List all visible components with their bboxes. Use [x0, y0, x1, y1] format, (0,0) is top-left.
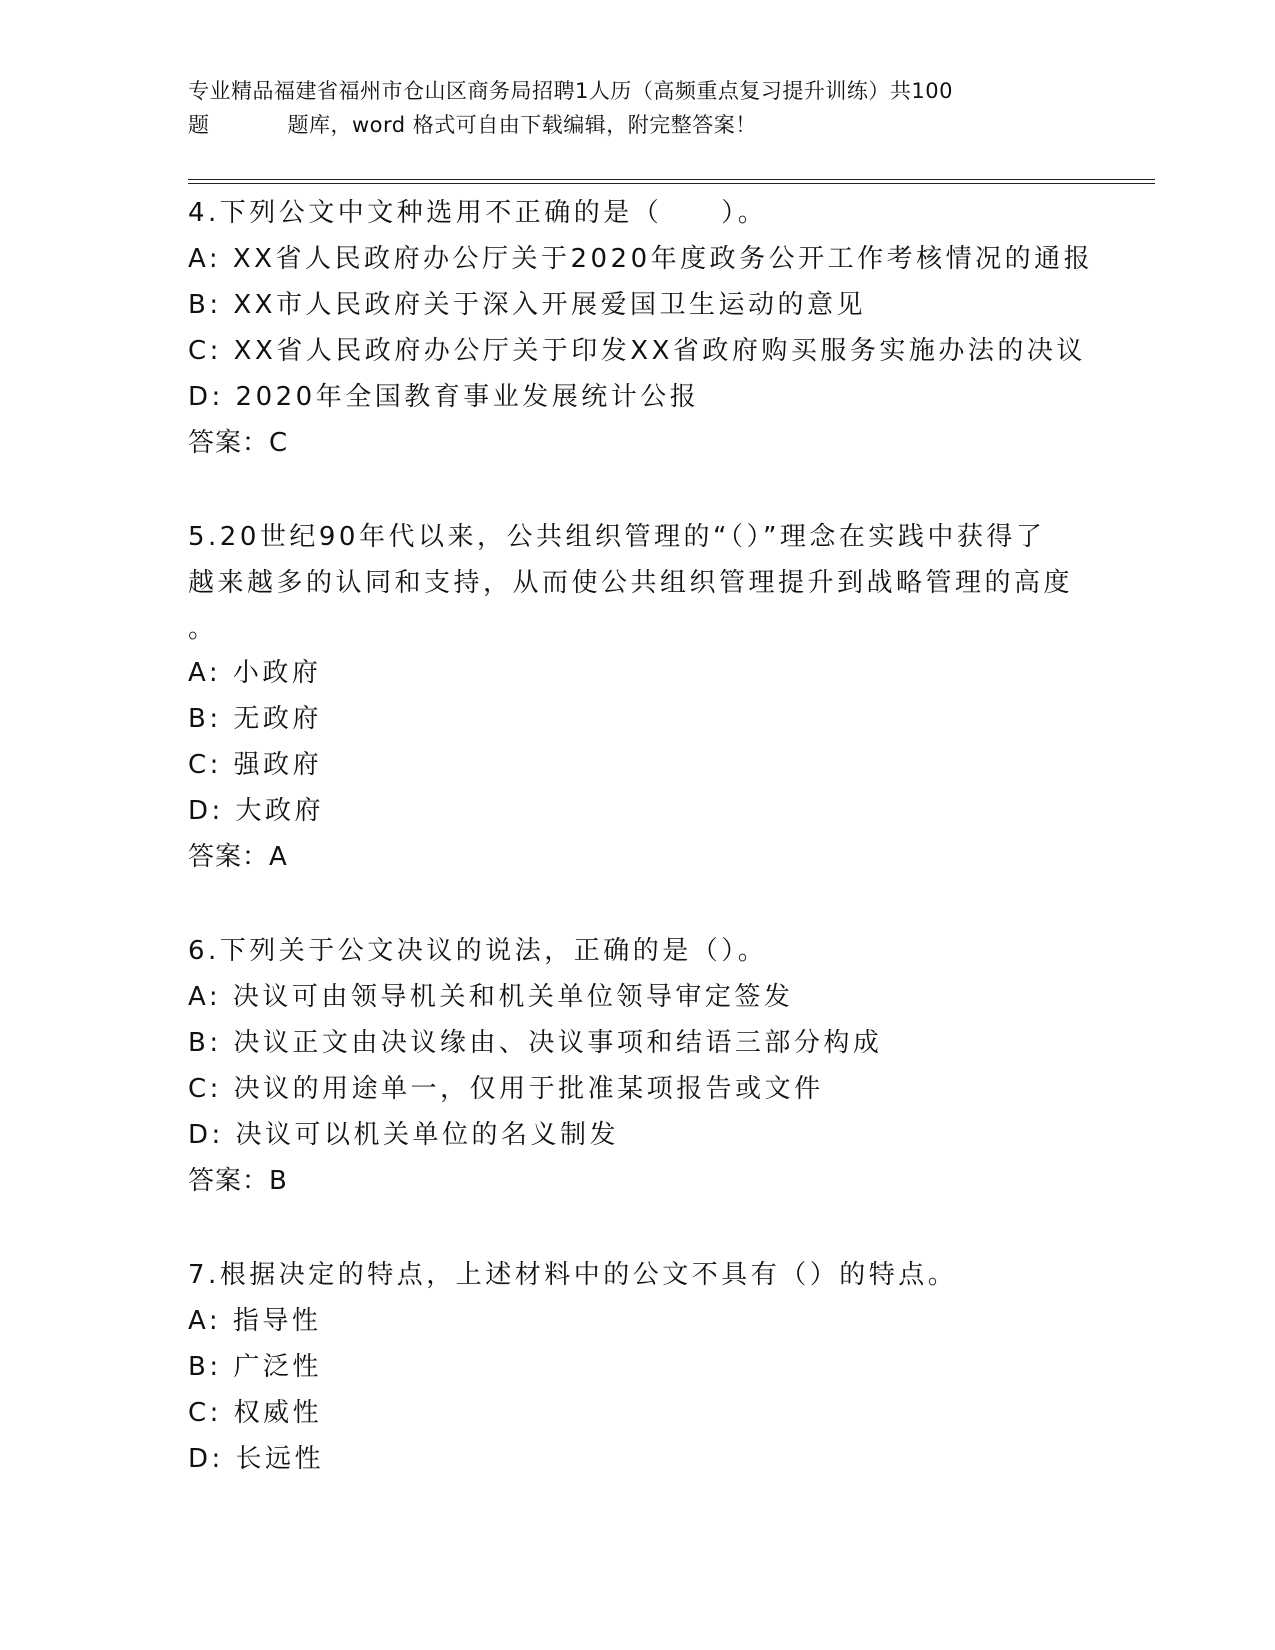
option-d: D: 大政府: [188, 796, 325, 826]
question-5: [188, 514, 1088, 880]
answer-line: 答案：B: [188, 1166, 288, 1196]
option-a: A: 小政府: [188, 658, 322, 688]
option-d: D: 决议可以机关单位的名义制发: [188, 1120, 620, 1150]
question-stem: 4.下列公文中文种选用不正确的是（ ）。: [188, 198, 768, 228]
question-6: [188, 928, 1088, 1204]
option-a: A: XX省人民政府办公厅关于2020年度政务公开工作考核情况的通报: [188, 244, 1094, 274]
option-b: B: 广泛性: [188, 1352, 322, 1382]
header-divider-top: [188, 179, 1155, 180]
question-7: [188, 1252, 1088, 1482]
question-stem: 6.下列关于公文决议的说法，正确的是（）。: [188, 936, 768, 966]
header-title-line2-rest: 题库，word 格式可自由下载编辑，附完整答案！: [287, 113, 757, 137]
question-4: [188, 190, 1094, 466]
option-d: D: 2020年全国教育事业发展统计公报: [188, 382, 700, 412]
header-title-line2-start: 题: [188, 113, 210, 137]
option-c: C: 决议的用途单一，仅用于批准某项报告或文件: [188, 1074, 824, 1104]
option-c: C: XX省人民政府办公厅关于印发XX省政府购买服务实施办法的决议: [188, 336, 1086, 366]
option-c: C: 强政府: [188, 750, 323, 780]
option-a: A: 决议可由领导机关和机关单位领导审定签发: [188, 982, 794, 1012]
answer-line: 答案：C: [188, 428, 289, 458]
question-stem: 7.根据决定的特点，上述材料中的公文不具有（）的特点。: [188, 1260, 958, 1290]
option-a: A: 指导性: [188, 1306, 322, 1336]
question-stem-line2: 越来越多的认同和支持，从而使公共组织管理提升到战略管理的高度: [188, 568, 1074, 598]
header-title-line1: 专业精品福建省福州市仓山区商务局招聘1人历（高频重点复习提升训练）共100: [188, 79, 953, 103]
option-c: C: 权威性: [188, 1398, 323, 1428]
option-b: B: 决议正文由决议缘由、决议事项和结语三部分构成: [188, 1028, 883, 1058]
header-divider-bottom: [188, 183, 1155, 184]
question-stem-line3: 。: [188, 614, 218, 644]
question-stem-line1: 5.20世纪90年代以来，公共组织管理的“（）”理念在实践中获得了: [188, 522, 1046, 552]
document-header: [188, 74, 1088, 142]
option-b: B: XX市人民政府关于深入开展爱国卫生运动的意见: [188, 290, 866, 320]
answer-line: 答案：A: [188, 842, 288, 872]
question-stem: [188, 514, 1088, 650]
questions-content: [188, 190, 1094, 1530]
header-title-line2: [188, 108, 1088, 142]
option-b: B: 无政府: [188, 704, 322, 734]
option-d: D: 长远性: [188, 1444, 325, 1474]
